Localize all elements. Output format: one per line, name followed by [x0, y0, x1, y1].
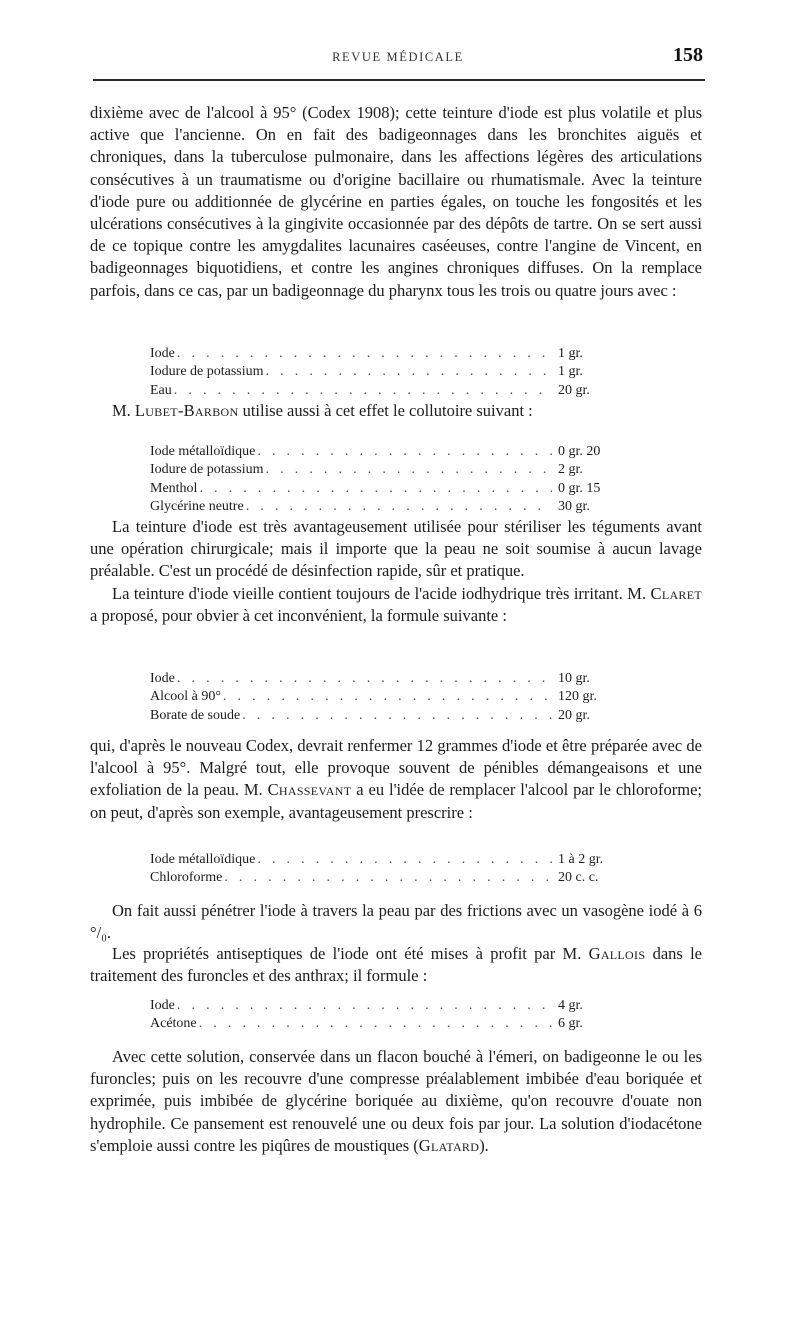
recipe-line: [150, 851, 640, 869]
text-fragment: qui, d'après le nouveau Codex, devrait renfermer 12 grammes d'iode et être préparée avec de l'alcool à 95°. Malgré tout, elle provoque souvent de pénibles démangeaisons et une exfoliation de la peau. M.: [90, 736, 702, 800]
recipe-collutoire: [150, 443, 640, 516]
ingredient-name: Chloroforme: [150, 870, 223, 886]
paragraph-text: [90, 943, 702, 987]
paragraph-lubet-barbon: [90, 400, 702, 422]
dot-leader: [266, 461, 552, 479]
recipe-line: [150, 670, 640, 688]
dot-leader: [224, 869, 552, 887]
recipe-line: [150, 382, 640, 400]
dot-leader: [177, 670, 552, 688]
ingredient-name: Alcool à 90°: [150, 689, 221, 705]
paragraph-intro: [90, 102, 702, 302]
ingredient-quantity: 10 gr.: [558, 671, 590, 686]
dot-leader: [242, 707, 552, 725]
ingredient-quantity: 4 gr.: [558, 998, 583, 1013]
paragraph-gallois: [90, 943, 702, 987]
ingredient-quantity: 20 gr.: [558, 382, 590, 398]
paragraph-text: [90, 735, 702, 824]
ingredient-name: Borate de soude: [150, 707, 241, 723]
text-fragment: dans le traitement des furoncles et des anthrax; il formule :: [90, 944, 703, 986]
ingredient-quantity: 0 gr. 15: [558, 480, 601, 496]
author-name: Glatard: [418, 1135, 480, 1155]
text-fragment: ).: [479, 1135, 489, 1155]
text-fragment: a eu l'idée de remplacer l'alcool par le chloroforme; on peut, d'après son exemple, avantageusement prescrire :: [90, 780, 702, 822]
ingredient-quantity: 0 gr. 20: [558, 444, 601, 459]
text-fragment: a proposé, pour obvier à cet inconvénient, la formule suivante :: [90, 605, 507, 625]
ingredient-quantity: 1 gr.: [558, 364, 583, 380]
paragraph-vasogene: [90, 900, 702, 944]
author-name: Claret: [650, 583, 702, 603]
paragraph-text: [90, 583, 702, 627]
recipe-gallois: [150, 997, 640, 1034]
header-rule: [93, 79, 705, 81]
ingredient-name: Eau: [150, 382, 172, 398]
ingredient-name: Iode: [150, 346, 175, 361]
page-number: 158: [673, 44, 703, 66]
recipe-line: [150, 997, 640, 1015]
dot-leader: [257, 443, 552, 461]
author-name: Chassevant: [267, 780, 352, 800]
recipe-line: [150, 869, 640, 887]
recipe-line: [150, 345, 640, 363]
paragraph-teinture: [90, 516, 702, 627]
text-fragment: Avec cette solution, conservée dans un flacon bouché à l'émeri, on badigeonne le ou les furoncles; puis on les recouvre d'une compresse préalablement imbibée d'eau boriquée et exprimée, puis imbibée de glycérine boriquée au dixième, qu'on recouvre d'ouate non hydrophile. Ce pansement est renouvelé une ou deux fois par jour. La solution d'iodacétone s'emploie aussi contre les piqûres de moustiques (: [90, 1047, 702, 1155]
ingredient-name: Menthol: [150, 480, 198, 496]
dot-leader: [257, 851, 552, 869]
ingredient-name: Iodure de potassium: [150, 364, 264, 380]
ingredient-quantity: 30 gr.: [558, 498, 590, 514]
text-fragment: Les propriétés antiseptiques de l'iode ont été mises à profit par M.: [112, 944, 589, 963]
paragraph-text: [90, 1046, 702, 1157]
text-fragment: La teinture d'iode vieille contient toujours de l'acide iodhydrique très irritant. M.: [112, 583, 651, 603]
ingredient-quantity: 1 à 2 gr.: [558, 852, 604, 867]
recipe-line: [150, 688, 640, 706]
ingredient-name: Acétone: [150, 1016, 197, 1032]
recipe-chassevant: [150, 851, 640, 888]
recipe-line: [150, 443, 640, 461]
ingredient-name: Glycérine neutre: [150, 498, 244, 514]
ingredient-quantity: 20 c. c.: [558, 870, 599, 886]
author-name: Lubet-Barbon: [134, 401, 239, 420]
ingredient-name: Iode métalloïdique: [150, 444, 256, 459]
recipe-line: [150, 1015, 640, 1033]
dot-leader: [177, 345, 552, 363]
paragraph-iodacetone: [90, 1046, 702, 1157]
dot-leader: [246, 498, 552, 516]
page-header: [93, 44, 703, 74]
recipe-line: [150, 480, 640, 498]
recipe-line: [150, 707, 640, 725]
recipe-line: [150, 498, 640, 516]
running-title: REVUE MÉDICALE: [332, 50, 464, 64]
dot-leader: [177, 997, 552, 1015]
dot-leader: [174, 382, 552, 400]
recipe-line: [150, 363, 640, 381]
recipe-pharynx: [150, 345, 640, 400]
ingredient-name: Iodure de potassium: [150, 462, 264, 478]
author-name: Gallois: [588, 944, 646, 963]
ingredient-name: Iode: [150, 671, 175, 686]
text-fragment: M.: [112, 401, 135, 420]
dot-leader: [266, 363, 552, 381]
recipe-claret: [150, 670, 640, 725]
text-fragment: utilise aussi à cet effet le collutoire suivant :: [238, 401, 533, 420]
paragraph-text: dixième avec de l'alcool à 95° (Codex 1908); cette teinture d'iode est plus volatile et plus active que l'ancienne. On en fait des badigeonnages dans les bronchites aiguës et chroniques, dans la tuberculose pulmonaire, dans les affections légères des articulations consécutives à un traumatisme ou d'origine bacillaire ou rhumatismale. Avec la teinture d'iode pure ou additionnée de glycérine en parties égales, on touche les fongosités et les ulcérations consécutives à la gingivite occasionnée par des dépôts de tartre. On se sert aussi de ce topique contre les amygdalites lacunaires caséeuses, contre l'angine de Vincent, en badigeonnages biquotidiens, et contre les angines chroniques diffuses. On la remplace parfois, dans ce cas, par un badigeonnage du pharynx tous les trois ou quatre jours avec :: [90, 103, 702, 300]
paragraph-text: La teinture d'iode est très avantageusement utilisée pour stériliser les téguments avant une opération chirurgicale; mais il importe que la peau ne soit soumise à aucun lavage préalable. C'est un procédé de désinfection rapide, sûr et pratique.: [90, 517, 702, 581]
paragraph-text: [90, 400, 702, 422]
ingredient-quantity: 120 gr.: [558, 689, 597, 705]
ingredient-quantity: 2 gr.: [558, 462, 583, 478]
dot-leader: [199, 1015, 552, 1033]
ingredient-name: Iode métalloïdique: [150, 852, 256, 867]
dot-leader: [199, 480, 552, 498]
ingredient-quantity: 20 gr.: [558, 707, 590, 723]
paragraph-text: On fait aussi pénétrer l'iode à travers la peau par des frictions avec un vasogène iodé à 6 °/₀.: [90, 901, 702, 943]
ingredient-quantity: 1 gr.: [558, 346, 583, 361]
ingredient-quantity: 6 gr.: [558, 1016, 583, 1032]
paragraph-codex: [90, 735, 702, 824]
ingredient-name: Iode: [150, 998, 175, 1013]
recipe-line: [150, 461, 640, 479]
dot-leader: [223, 688, 552, 706]
